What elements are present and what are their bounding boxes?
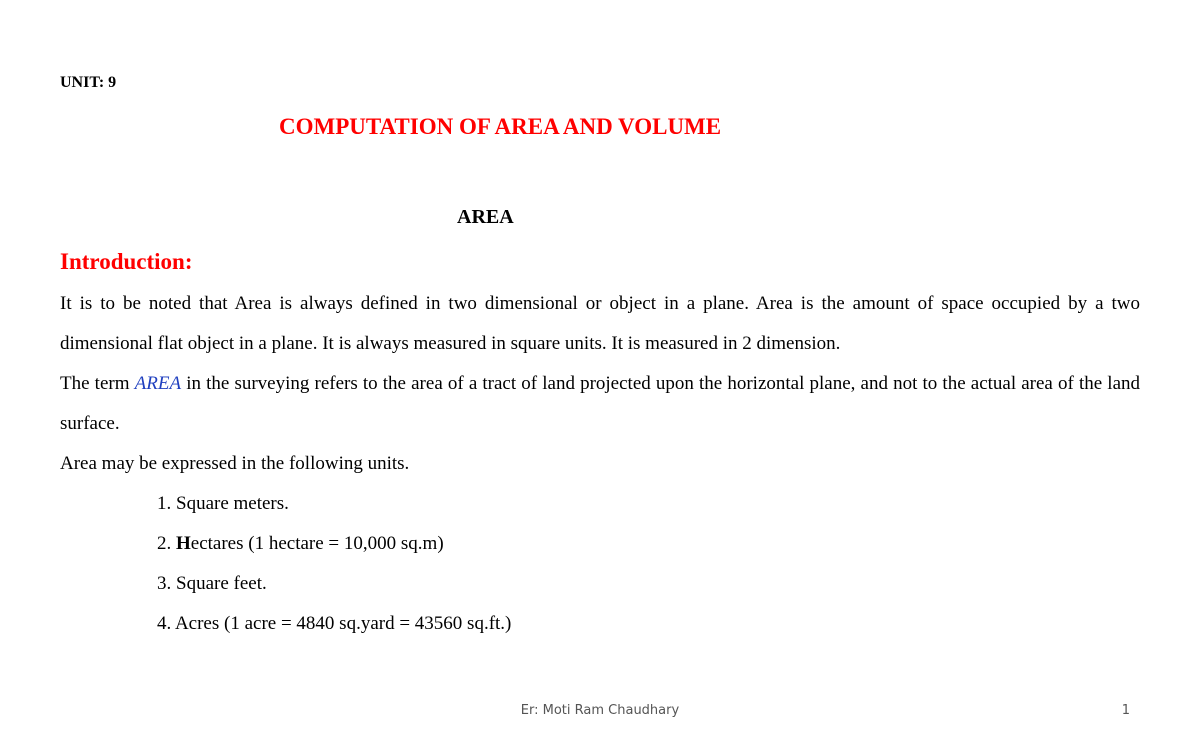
list-item: [60, 604, 1140, 644]
section-title: AREA: [457, 206, 514, 228]
document-title: COMPUTATION OF AREA AND VOLUME: [279, 114, 722, 139]
term-area-highlight: AREA: [134, 373, 182, 394]
list-item-number: 2.: [157, 533, 176, 554]
body-text: [60, 284, 1140, 644]
introduction-heading: Introduction:: [60, 249, 193, 274]
paragraph-surveying-term-after: in the surveying refers to the area of a tract of land projected upon the horizontal plane, and not to the actual area of the land surface.: [60, 373, 1141, 434]
footer-author: Er: Moti Ram Chaudhary: [520, 703, 680, 718]
list-item-text: 3. Square feet.: [157, 573, 267, 594]
list-item-text: 1. Square meters.: [157, 493, 289, 514]
paragraph-definition: It is to be noted that Area is always defined in two dimensional or object in a plane. Area is the amount of space occupied by a two dimensional flat object in a plane. It is always measured in square units. It is measured in 2 dimension.: [60, 293, 1140, 354]
paragraph-units-intro: Area may be expressed in the following units.: [60, 453, 410, 474]
list-item-bold-letter: H: [176, 533, 191, 554]
unit-label: UNIT: 9: [60, 74, 117, 91]
list-item: [60, 524, 1140, 564]
page-number: 1: [1121, 703, 1130, 718]
paragraph-surveying-term-before: The term: [60, 373, 135, 394]
list-item-text: ectares (1 hectare = 10,000 sq.m): [190, 533, 444, 554]
units-list: [60, 484, 1140, 644]
paragraph-surveying-term: [60, 364, 1140, 444]
list-item: [60, 564, 1140, 604]
list-item: [60, 484, 1140, 524]
list-item-text: 4. Acres (1 acre = 4840 sq.yard = 43560 sq.ft.): [157, 613, 512, 634]
